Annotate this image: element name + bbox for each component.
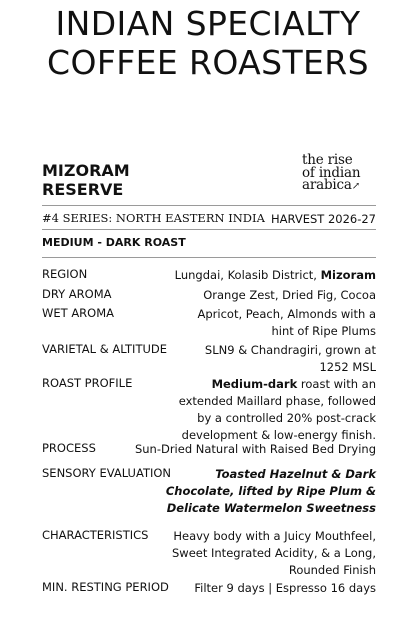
banner-line-2: COFFEE ROASTERS (47, 43, 369, 82)
detail-value (179, 376, 376, 444)
value-line: Toasted Hazelnut & Dark (215, 467, 376, 481)
brand-line-2: of indian (302, 164, 361, 181)
value-line: SLN9 & Chandragiri, grown at (204, 343, 376, 357)
detail-label: MIN. RESTING PERIOD (42, 580, 169, 594)
detail-label: VARIETAL & ALTITUDE (42, 342, 168, 356)
detail-value: Orange Zest, Dried Fig, Cocoa (203, 288, 376, 302)
detail-value: Filter 9 days | Espresso 16 days (194, 581, 376, 595)
value-line: by a controlled 20% post-crack (197, 411, 376, 425)
detail-label: WET AROMA (42, 306, 115, 320)
detail-label: DRY AROMA (42, 287, 112, 301)
product-name-line-1: MIZORAM (42, 161, 130, 180)
value-line: 1252 MSL (319, 360, 376, 374)
roaster-banner (0, 4, 416, 82)
brand-line-3: arabica (302, 177, 352, 193)
brand-line-3-wrap (302, 179, 360, 194)
roast-rest: roast with an (297, 377, 376, 391)
detail-value: Sun-Dried Natural with Raised Bed Drying (134, 442, 376, 456)
detail-label: ROAST PROFILE (42, 376, 133, 390)
banner-line-1: INDIAN SPECIALTY (55, 4, 361, 43)
value-line: Sweet Integrated Acidity, & a Long, (171, 546, 376, 560)
brand-logo (302, 154, 360, 194)
detail-value (205, 342, 376, 376)
detail-value (166, 466, 376, 517)
roast-bold: Medium-dark (211, 377, 298, 391)
value-line: Apricot, Peach, Almonds with a (197, 307, 376, 321)
detail-value (198, 306, 376, 340)
detail-label: CHARACTERISTICS (42, 528, 149, 542)
detail-label: SENSORY EVALUATION (42, 466, 172, 480)
value-line: development & low-energy finish. (181, 428, 376, 442)
series-title: #4 SERIES: NORTH EASTERN INDIA (42, 211, 265, 225)
region-value: Lungdai, Kolasib District, (174, 268, 321, 282)
value-line: Chocolate, lifted by Ripe Plum & (165, 484, 376, 498)
value-line: Delicate Watermelon Sweetness (166, 501, 376, 515)
value-line: Rounded Finish (288, 563, 376, 577)
brand-line-1: the rise (302, 152, 353, 168)
product-name-line-2: RESERVE (42, 180, 124, 199)
detail-value (172, 528, 376, 579)
roast-level: MEDIUM - DARK ROAST (42, 236, 186, 249)
divider-top (42, 205, 376, 206)
region-state: Mizoram (320, 268, 376, 282)
divider-bottom (42, 257, 376, 258)
value-line: hint of Ripe Plums (271, 324, 376, 338)
detail-value (175, 267, 376, 284)
detail-label: REGION (42, 267, 88, 281)
value-line: Heavy body with a Juicy Mouthfeel, (173, 529, 376, 543)
divider-middle (42, 229, 376, 230)
product-name (42, 161, 130, 199)
harvest-year: HARVEST 2026-27 (270, 212, 376, 226)
value-line: extended Maillard phase, followed (178, 394, 376, 408)
detail-label: PROCESS (42, 441, 96, 455)
value-line (179, 376, 376, 393)
north-east-arrow-icon: ↗ (351, 181, 360, 192)
